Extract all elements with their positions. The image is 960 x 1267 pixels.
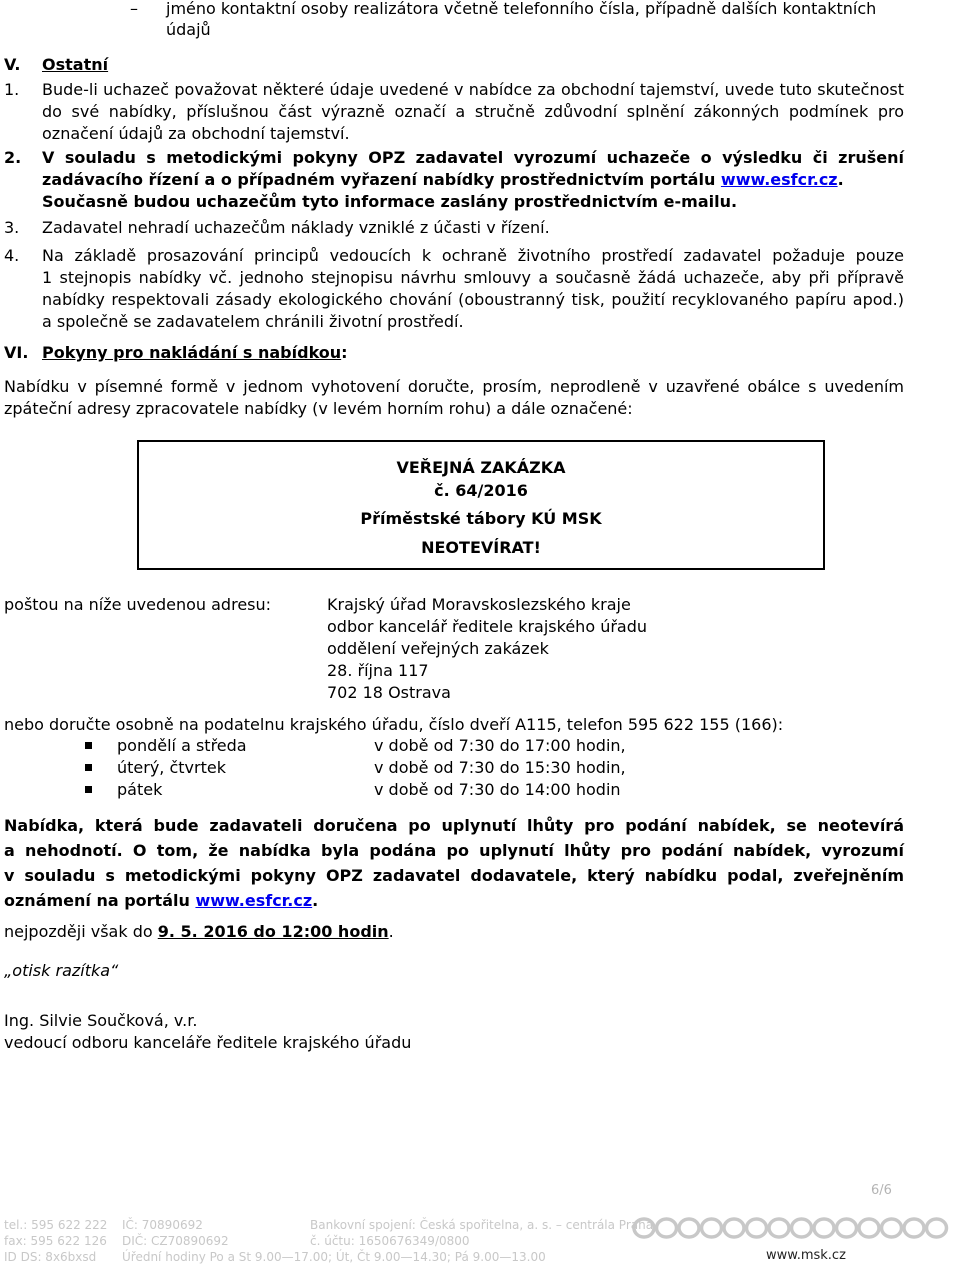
late-offer-warning — [4, 813, 904, 913]
postal-address — [327, 594, 647, 704]
warning-line: a nehodnotí. O tom, že nabídka byla podána po uplynutí lhůty pro podání nabídek, vyrozumí — [4, 841, 904, 860]
footer-data-box: ID DS: 8x6bxsd — [4, 1250, 97, 1264]
chain-link — [814, 1219, 834, 1237]
deadline-date: 9. 5. 2016 do 12:00 hodin — [157, 922, 389, 941]
item-2-number: 2. — [4, 148, 22, 167]
deadline: nejpozději však do 9. 5. 2016 do 12:00 hodin. — [4, 922, 394, 941]
hours-day: pátek — [117, 780, 163, 799]
esfcr-link[interactable]: www.esfcr.cz — [195, 891, 313, 910]
hours-time: v době od 7:30 do 14:00 hodin — [374, 780, 621, 799]
item-4-line: Na základě prosazování principů vedoucích k ochraně životního prostředí zadavatel požaduje pouze — [42, 246, 904, 265]
chain-link — [837, 1219, 857, 1237]
chain-link — [702, 1219, 722, 1237]
hours-time: v době od 7:30 do 15:30 hodin, — [374, 758, 626, 777]
item-1-line: do své nabídky, příslušnou část výrazně označí a stručně zdůvodní splnění zákonných podmínek pro — [42, 102, 904, 121]
signer-role: vedoucí odboru kanceláře ředitele krajského úřadu — [4, 1033, 412, 1052]
hours-day: pondělí a středa — [117, 736, 247, 755]
section-v-number: V. — [4, 55, 21, 74]
post-label: poštou na níže uvedenou adresu: — [4, 595, 272, 614]
section-vi-number: VI. — [4, 343, 29, 362]
address-line: oddělení veřejných zakázek — [327, 639, 549, 658]
chain-link — [904, 1219, 924, 1237]
intro-line: Nabídku v písemné formě v jednom vyhotovení doručte, prosím, neprodleně v uzavřené obálce s uvedením — [4, 377, 904, 396]
item-4-number: 4. — [4, 246, 20, 265]
address-line: 28. října 117 — [327, 661, 429, 680]
contact-person-line: jméno kontaktní osoby realizátora včetně telefonního čísla, případně dalších kontaktních — [166, 0, 877, 18]
footer-account: č. účtu: 1650676349/0800 — [310, 1234, 470, 1248]
box-line-number: č. 64/2016 — [434, 481, 528, 500]
footer-website: www.msk.cz — [766, 1248, 846, 1263]
box-line-do-not-open: NEOTEVÍRAT! — [421, 538, 541, 557]
page-number: 6/6 — [871, 1183, 892, 1198]
chain-link — [859, 1219, 879, 1237]
chain-link — [792, 1219, 812, 1237]
square-bullet-icon — [85, 764, 92, 771]
item-4-line: nabídky respektovali zásady ekologického chování (oboustranný tisk, použití recyklovaného papíru apod.) — [42, 290, 904, 309]
item-2-text — [42, 147, 904, 213]
box-line-public-contract: VEŘEJNÁ ZAKÁZKA — [396, 458, 566, 477]
item-2-line: V souladu s metodickými pokyny OPZ zadavatel vyrozumí uchazeče o výsledku či zrušení — [42, 148, 904, 167]
warning-line: Nabídka, která bude zadavateli doručena po uplynutí lhůty pro podání nabídek, se neotevírá — [4, 816, 904, 835]
chain-link — [769, 1219, 789, 1237]
item-3-number: 3. — [4, 218, 20, 237]
item-1-number: 1. — [4, 80, 20, 99]
chain-link — [634, 1219, 654, 1237]
item-1-line: Bude-li uchazeč považovat některé údaje uvedené v nabídce za obchodní tajemství, uvede tuto skutečnost — [42, 80, 904, 99]
decorative-chain-ornament — [632, 1214, 958, 1242]
footer-office-hours: Úřední hodiny Po a St 9.00—17.00; Út, Čt 9.00—14.30; Pá 9.00—13.00 — [122, 1250, 546, 1264]
esfcr-link[interactable]: www.esfcr.cz — [720, 170, 838, 189]
chain-link — [882, 1219, 902, 1237]
signer-name: Ing. Silvie Součková, v.r. — [4, 1011, 198, 1030]
footer-fax: fax: 595 622 126 — [4, 1234, 107, 1248]
item-3-text: Zadavatel nehradí uchazečům náklady vzniklé z účasti v řízení. — [42, 218, 550, 237]
dash-bullet: – — [130, 0, 138, 18]
warning-line: oznámení na portálu www.esfcr.cz. — [4, 891, 319, 910]
personal-delivery-text: nebo doručte osobně na podatelnu krajského úřadu, číslo dveří A115, telefon 595 622 155 (166): — [4, 715, 784, 734]
envelope-marking-box — [137, 440, 825, 570]
square-bullet-icon — [85, 786, 92, 793]
footer-dic: DIČ: CZ70890692 — [122, 1234, 229, 1248]
chain-link — [927, 1219, 947, 1237]
box-line-subject: Příměstské tábory KÚ MSK — [360, 509, 602, 528]
item-4-line: 1 stejnopis nabídky vč. jednoho stejnopisu návrhu smlouvy a současně žádá uchazeče, aby při přípravě — [42, 268, 904, 287]
item-1-line: označení údajů za obchodní tajemství. — [42, 124, 350, 143]
item-4-text — [42, 245, 904, 333]
address-line: odbor kancelář ředitele krajského úřadu — [327, 617, 648, 636]
chain-link — [679, 1219, 699, 1237]
section-v-title: Ostatní — [42, 55, 109, 74]
address-line: 702 18 Ostrava — [327, 683, 451, 702]
footer-bank: Bankovní spojení: Česká spořitelna, a. s. – centrála Praha — [310, 1218, 654, 1232]
hours-day: úterý, čtvrtek — [117, 758, 226, 777]
item-1-text — [42, 79, 904, 145]
chain-link — [747, 1219, 767, 1237]
contact-person-line2: údajů — [166, 20, 211, 39]
stamp-placeholder: „otisk razítka“ — [4, 961, 119, 980]
chain-link — [657, 1219, 677, 1237]
section-vi-intro — [4, 376, 904, 420]
item-2-line: zadávacího řízení a o případném vyřazení nabídky prostřednictvím portálu www.esfcr.cz. — [42, 170, 844, 189]
section-vi-title: Pokyny pro nakládání s nabídkou: — [42, 343, 348, 362]
footer-tel: tel.: 595 622 222 — [4, 1218, 108, 1232]
hours-time: v době od 7:30 do 17:00 hodin, — [374, 736, 626, 755]
item-4-line: a společně se zadavatelem chránili životní prostředí. — [42, 312, 464, 331]
address-line: Krajský úřad Moravskoslezského kraje — [327, 595, 631, 614]
footer-ico: IČ: 70890692 — [122, 1218, 203, 1232]
intro-line: zpáteční adresy zpracovatele nabídky (v levém horním rohu) a dále označené: — [4, 399, 633, 418]
chain-link — [724, 1219, 744, 1237]
warning-line: v souladu s metodickými pokyny OPZ zadavatel dodavatele, který nabídku podal, zveřejněním — [4, 866, 904, 885]
square-bullet-icon — [85, 742, 92, 749]
item-2-line: Současně budou uchazečům tyto informace zaslány prostřednictvím e-mailu. — [42, 192, 738, 211]
